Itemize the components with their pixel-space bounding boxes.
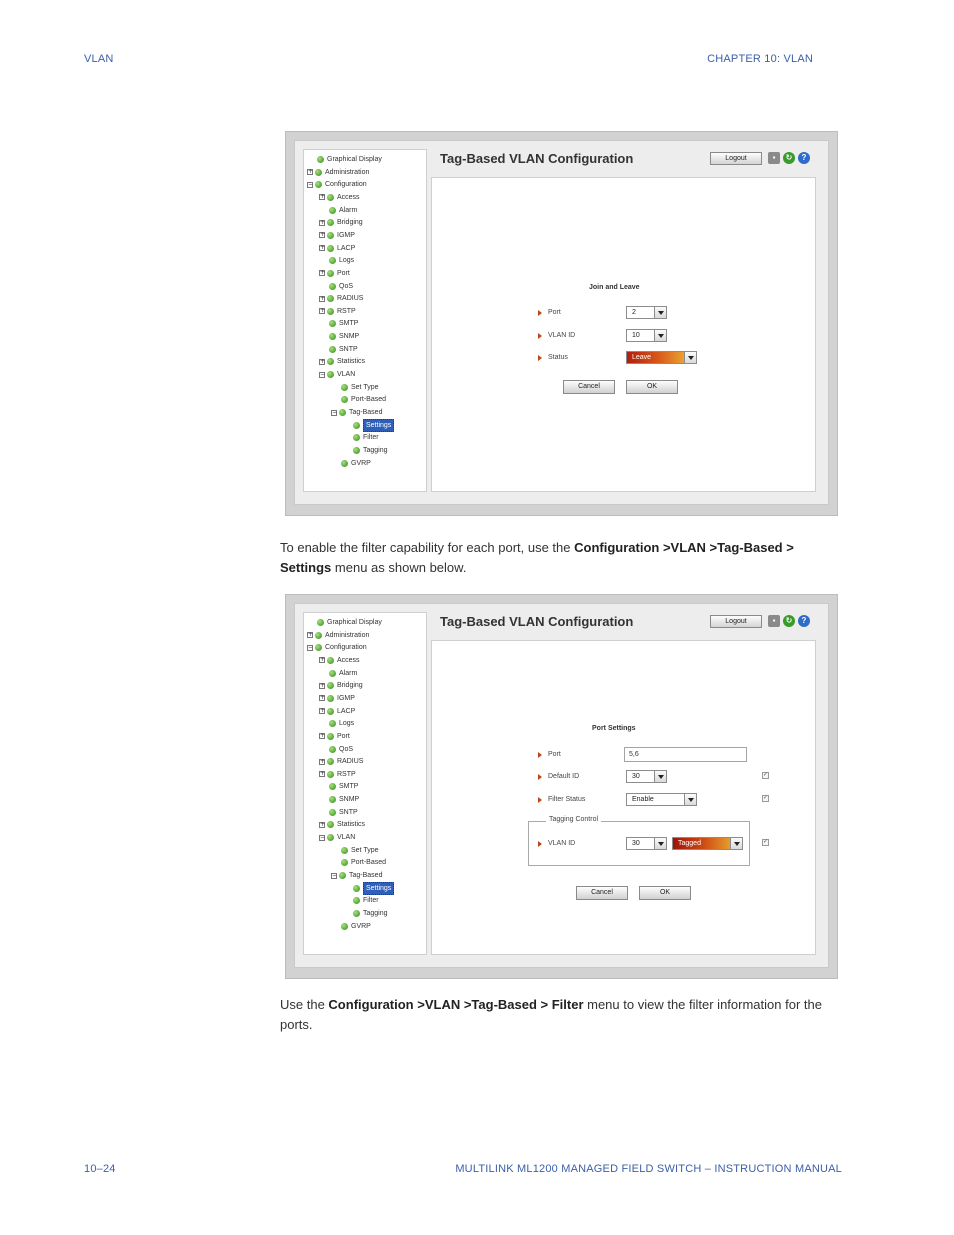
arrow-icon	[538, 797, 542, 803]
collapse-icon[interactable]: −	[308, 180, 314, 188]
expand-icon[interactable]: +	[320, 269, 326, 277]
nav-item[interactable]	[331, 407, 382, 418]
bullet-icon	[327, 270, 334, 277]
arrow-icon	[538, 752, 542, 758]
nav-item-label: Filter	[363, 897, 379, 905]
nav-item-label: Tagging	[363, 446, 388, 454]
nav-item[interactable]	[343, 432, 379, 443]
bullet-icon	[327, 834, 334, 841]
expand-icon[interactable]: +	[320, 294, 326, 302]
screenshot-port-settings	[285, 594, 838, 979]
bullet-icon	[329, 346, 336, 353]
nav-item-label: SMTP	[339, 783, 359, 791]
refresh-icon[interactable]: ↻	[783, 615, 795, 627]
nav-item-label: Bridging	[337, 682, 363, 690]
bullet-icon	[329, 720, 336, 727]
nav-item-label: RSTP	[337, 770, 356, 778]
nav-item-label: Settings	[363, 419, 394, 432]
nav-item[interactable]	[307, 630, 369, 641]
bullet-icon	[315, 169, 322, 176]
chevron-down-icon	[654, 307, 666, 318]
nav-item[interactable]	[319, 306, 356, 317]
bullet-icon	[339, 409, 346, 416]
port-input[interactable]: 5,6	[624, 747, 747, 762]
filter-status-checkbox[interactable]: ✓	[763, 795, 769, 801]
filter-status-label: Filter Status	[538, 796, 585, 803]
nav-item[interactable]	[307, 154, 382, 165]
nav-item-label: Port-Based	[351, 396, 387, 404]
nav-item[interactable]	[343, 445, 388, 456]
vlan-id-select[interactable]: 10	[626, 329, 667, 342]
expand-icon[interactable]: +	[320, 820, 326, 828]
nav-item[interactable]	[319, 731, 350, 742]
paragraph-filter: Use the Configuration >VLAN >Tag-Based > Filter menu to view the filter information for the ports.	[280, 997, 822, 1032]
nav-item[interactable]	[319, 819, 365, 830]
cancel-button[interactable]: Cancel	[563, 380, 615, 394]
logout-button[interactable]: Logout	[710, 152, 762, 165]
save-icon[interactable]: ▪	[768, 152, 780, 164]
bullet-icon	[317, 156, 324, 163]
nav-item-label: Statistics	[337, 358, 366, 366]
bullet-icon	[327, 733, 334, 740]
nav-item-label: Port-Based	[351, 859, 387, 867]
bullet-icon	[315, 181, 322, 188]
nav-item[interactable]	[319, 680, 363, 691]
nav-item[interactable]	[319, 706, 355, 717]
bullet-icon	[341, 847, 348, 854]
nav-item[interactable]	[319, 693, 355, 704]
tagging-control-legend: Tagging Control	[546, 816, 601, 823]
nav-item-label: Statistics	[337, 821, 366, 829]
nav-item[interactable]	[331, 458, 371, 469]
nav-item[interactable]	[331, 857, 386, 868]
nav-item-label: Alarm	[339, 206, 358, 214]
running-header-left: VLAN	[84, 53, 114, 65]
help-icon[interactable]: ?	[798, 152, 810, 164]
arrow-icon	[538, 355, 542, 361]
nav-item-label: Access	[337, 656, 360, 664]
nav-item[interactable]	[331, 921, 371, 932]
bullet-icon	[329, 809, 336, 816]
expand-icon[interactable]: +	[320, 231, 326, 239]
nav-item[interactable]	[331, 845, 379, 856]
bullet-icon	[341, 460, 348, 467]
expand-icon[interactable]: +	[320, 244, 326, 252]
bullet-icon	[329, 333, 336, 340]
nav-item-label: Set Type	[351, 846, 379, 854]
bullet-icon	[317, 619, 324, 626]
nav-item-label: Settings	[363, 882, 394, 895]
bullet-icon	[329, 283, 336, 290]
config-title: Tag-Based VLAN Configuration	[440, 151, 634, 166]
logout-button[interactable]: Logout	[710, 615, 762, 628]
expand-icon[interactable]: +	[320, 218, 326, 226]
screenshot-join-leave	[285, 131, 838, 516]
bullet-icon	[353, 434, 360, 441]
nav-item-label: IGMP	[337, 694, 355, 702]
bullet-icon	[329, 796, 336, 803]
nav-item[interactable]	[343, 895, 379, 906]
expand-icon[interactable]: +	[320, 694, 326, 702]
bullet-icon	[315, 644, 322, 651]
bullet-icon	[327, 219, 334, 226]
nav-item[interactable]	[343, 908, 388, 919]
nav-item-label: LACP	[337, 244, 356, 252]
nav-item[interactable]	[331, 382, 379, 393]
bullet-icon	[329, 670, 336, 677]
bullet-icon	[327, 194, 334, 201]
help-icon[interactable]: ?	[798, 615, 810, 627]
nav-item-label: Port	[337, 269, 350, 277]
nav-item-label: Alarm	[339, 669, 358, 677]
vlan-id-label: VLAN ID	[538, 840, 575, 847]
nav-item-label: QoS	[339, 282, 354, 290]
nav-item[interactable]	[319, 192, 360, 203]
collapse-icon[interactable]: −	[332, 871, 338, 879]
ok-button[interactable]: OK	[626, 380, 678, 394]
nav-item[interactable]	[319, 718, 354, 729]
bullet-icon	[327, 245, 334, 252]
bullet-icon	[341, 923, 348, 930]
nav-item[interactable]	[319, 744, 353, 755]
nav-item[interactable]	[319, 832, 355, 843]
nav-item[interactable]	[319, 331, 359, 342]
nav-item[interactable]	[307, 617, 382, 628]
nav-item[interactable]	[319, 255, 354, 266]
bullet-icon	[353, 447, 360, 454]
nav-item-label: RADIUS	[337, 758, 364, 766]
nav-item-label: LACP	[337, 707, 356, 715]
bullet-icon	[353, 422, 360, 429]
nav-item[interactable]	[319, 807, 358, 818]
expand-icon[interactable]: +	[308, 168, 314, 176]
expand-icon[interactable]: +	[320, 357, 326, 365]
arrow-icon	[538, 841, 542, 847]
nav-item-label: SNMP	[339, 796, 360, 804]
nav-item[interactable]	[319, 281, 353, 292]
status-select[interactable]: Leave	[626, 351, 697, 364]
expand-icon[interactable]: +	[320, 656, 326, 664]
bullet-icon	[341, 396, 348, 403]
cancel-button[interactable]: Cancel	[576, 886, 628, 900]
nav-item-label: Tagging	[363, 909, 388, 917]
bullet-icon	[341, 859, 348, 866]
nav-item-label: Logs	[339, 257, 355, 265]
vlan-tag-checkbox[interactable]: ✓	[763, 839, 769, 845]
nav-item-label: Administration	[325, 168, 370, 176]
bullet-icon	[329, 746, 336, 753]
paragraph-settings: To enable the filter capability for each port, use the Configuration >VLAN >Tag-Based > Settings menu as shown below.	[280, 540, 794, 575]
nav-item-label: Graphical Display	[327, 156, 382, 163]
expand-icon[interactable]: +	[320, 770, 326, 778]
expand-icon[interactable]: +	[308, 631, 314, 639]
bullet-icon	[339, 872, 346, 879]
nav-item-label: VLAN	[337, 371, 356, 379]
tagging-select[interactable]: Tagged	[672, 837, 743, 850]
nav-item[interactable]	[319, 217, 363, 228]
chevron-down-icon	[654, 330, 666, 341]
collapse-icon[interactable]: −	[308, 643, 314, 651]
default-id-select[interactable]: 30	[626, 770, 667, 783]
nav-item[interactable]	[319, 668, 357, 679]
bullet-icon	[327, 682, 334, 689]
bullet-icon	[329, 320, 336, 327]
bullet-icon	[341, 384, 348, 391]
vlan-id-select[interactable]: 30	[626, 837, 667, 850]
nav-tree	[303, 149, 427, 492]
section-title: Join and Leave	[589, 284, 640, 291]
running-header-right: CHAPTER 10: VLAN	[707, 53, 813, 65]
nav-item[interactable]	[307, 179, 367, 190]
nav-item[interactable]	[319, 356, 365, 367]
content-panel	[431, 640, 816, 955]
bullet-icon	[327, 371, 334, 378]
nav-item[interactable]	[319, 230, 355, 241]
arrow-icon	[538, 333, 542, 339]
nav-item-label: SMTP	[339, 320, 359, 328]
nav-item-label: SNTP	[339, 808, 358, 816]
nav-item-label: Configuration	[325, 644, 367, 652]
config-title: Tag-Based VLAN Configuration	[440, 614, 634, 629]
nav-item[interactable]	[319, 369, 355, 380]
nav-item-label: RADIUS	[337, 295, 364, 303]
chevron-down-icon	[730, 838, 742, 849]
bullet-icon	[327, 657, 334, 664]
chevron-down-icon	[654, 838, 666, 849]
bullet-icon	[327, 821, 334, 828]
bullet-icon	[327, 295, 334, 302]
section-title: Port Settings	[592, 725, 636, 732]
arrow-icon	[538, 310, 542, 316]
nav-item[interactable]	[319, 655, 360, 666]
nav-item-label: Tag-Based	[349, 872, 383, 879]
nav-item-label: IGMP	[337, 231, 355, 239]
nav-item-label: Filter	[363, 434, 379, 442]
status-label: Status	[538, 354, 568, 361]
nav-item[interactable]	[343, 883, 394, 894]
nav-item-label: Set Type	[351, 383, 379, 391]
nav-item[interactable]	[331, 394, 386, 405]
ok-button[interactable]: OK	[639, 886, 691, 900]
nav-item[interactable]	[307, 167, 369, 178]
nav-item-label: Configuration	[325, 181, 367, 189]
nav-item[interactable]	[319, 344, 358, 355]
save-icon[interactable]: ▪	[768, 615, 780, 627]
bullet-icon	[315, 632, 322, 639]
collapse-icon[interactable]: −	[332, 408, 338, 416]
default-id-checkbox[interactable]: ✓	[763, 772, 769, 778]
port-label: Port	[538, 751, 561, 758]
nav-item[interactable]	[319, 781, 358, 792]
bullet-icon	[329, 207, 336, 214]
nav-item[interactable]	[307, 642, 367, 653]
nav-item-label: Bridging	[337, 219, 363, 227]
nav-item-label: Tag-Based	[349, 409, 383, 416]
bullet-icon	[353, 897, 360, 904]
nav-item-label: SNMP	[339, 333, 360, 341]
nav-item-label: QoS	[339, 745, 354, 753]
nav-item-label: GVRP	[351, 922, 371, 930]
bullet-icon	[327, 771, 334, 778]
nav-item-label: RSTP	[337, 307, 356, 315]
nav-item[interactable]	[319, 756, 363, 767]
nav-item-label: Access	[337, 193, 360, 201]
nav-item[interactable]	[343, 420, 394, 431]
expand-icon[interactable]: +	[320, 757, 326, 765]
bullet-icon	[353, 885, 360, 892]
vlan-id-label: VLAN ID	[538, 332, 575, 339]
expand-icon[interactable]: +	[320, 732, 326, 740]
expand-icon[interactable]: +	[320, 307, 326, 315]
bullet-icon	[329, 783, 336, 790]
running-footer: MULTILINK ML1200 MANAGED FIELD SWITCH – INSTRUCTION MANUAL	[455, 1163, 842, 1175]
nav-item-label: VLAN	[337, 834, 356, 842]
bullet-icon	[327, 358, 334, 365]
content-panel	[431, 177, 816, 492]
chevron-down-icon	[684, 794, 696, 805]
nav-item[interactable]	[319, 318, 358, 329]
bullet-icon	[327, 758, 334, 765]
filter-status-select[interactable]: Enable	[626, 793, 697, 806]
collapse-icon[interactable]: −	[320, 833, 326, 841]
nav-tree	[303, 612, 427, 955]
nav-item[interactable]	[319, 769, 356, 780]
nav-item-label: Administration	[325, 631, 370, 639]
nav-item-label: Logs	[339, 720, 355, 728]
bullet-icon	[327, 232, 334, 239]
nav-item-label: SNTP	[339, 345, 358, 353]
nav-item[interactable]	[319, 794, 359, 805]
nav-item[interactable]	[319, 293, 363, 304]
port-select[interactable]: 2	[626, 306, 667, 319]
port-label: Port	[538, 309, 561, 316]
nav-item[interactable]	[319, 243, 355, 254]
bullet-icon	[329, 257, 336, 264]
expand-icon[interactable]: +	[320, 681, 326, 689]
nav-item-label: Port	[337, 732, 350, 740]
nav-item-label: GVRP	[351, 459, 371, 467]
arrow-icon	[538, 774, 542, 780]
nav-item[interactable]	[319, 268, 350, 279]
nav-item[interactable]	[319, 205, 357, 216]
nav-item-label: Graphical Display	[327, 619, 382, 626]
expand-icon[interactable]: +	[320, 193, 326, 201]
chevron-down-icon	[684, 352, 696, 363]
bullet-icon	[327, 708, 334, 715]
page-number: 10–24	[84, 1163, 116, 1175]
nav-item[interactable]	[331, 870, 382, 881]
default-id-label: Default ID	[538, 773, 579, 780]
bullet-icon	[327, 695, 334, 702]
refresh-icon[interactable]: ↻	[783, 152, 795, 164]
chevron-down-icon	[654, 771, 666, 782]
expand-icon[interactable]: +	[320, 707, 326, 715]
bullet-icon	[353, 910, 360, 917]
collapse-icon[interactable]: −	[320, 370, 326, 378]
bullet-icon	[327, 308, 334, 315]
